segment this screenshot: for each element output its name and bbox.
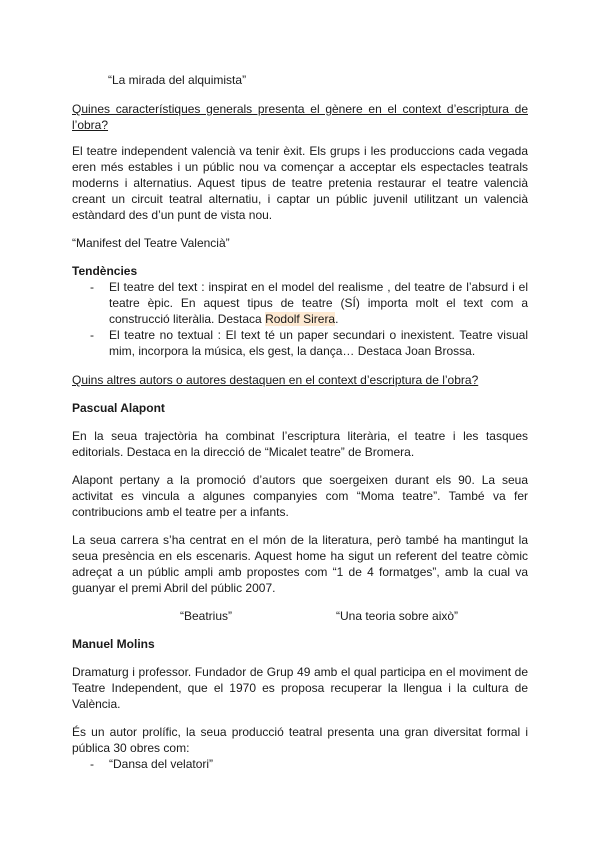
work-title-beatrius: “Beatrius”	[180, 609, 233, 623]
dash-bullet: -	[90, 280, 94, 294]
tendency-text: El teatre no textual : El text té un paper secundari o inexistent. Teatre visual mim, incorpora la música, els gest, la dança… Destaca Joan Brossa.	[109, 328, 528, 358]
dash-bullet: -	[90, 328, 94, 342]
alapont-works-row	[72, 608, 528, 624]
tendencies-list	[72, 279, 528, 359]
list-item	[72, 327, 528, 359]
molins-paragraph-1: Dramaturg i professor. Fundador de Grup 49 amb el qual participa en el moviment de Teatre Independent, que el 1970 es proposa recuperar la llengua i la cultura de València.	[72, 665, 528, 711]
work-title-teoria: “Una teoria sobre això”	[336, 609, 459, 623]
alapont-paragraph-1: En la seua trajectòria ha combinat l’escriptura literària, el teatre i les tasques editorials. Destaca en la direcció de “Micalet teatre” de Bromera.	[72, 429, 528, 459]
list-item	[72, 756, 528, 772]
highlighted-name: Rodolf Sirera	[265, 312, 336, 326]
list-item	[72, 279, 528, 327]
alapont-paragraph-3: La seua carrera s’ha centrat en el món de la literatura, però també ha mantingut la seua presència en els escenaris. Aquest home ha sigut un referent del teatre còmic adreçat a un públic ampli amb propostes com “1 de 4 formatges”, amb la cual va guanyar el premi Abril del públic 2007.	[72, 533, 528, 595]
tendency-text: El teatre del text : inspirat en el model del realisme , del teatre de l’absurd i el teatre èpic. En aquest tipus de teatre (SÍ) importa molt el text com a construcció literàlia. Destaca	[109, 280, 528, 326]
tendencies-heading: Tendències	[72, 264, 138, 278]
author-name-molins: Manuel Molins	[72, 637, 155, 651]
question-other-authors: Quins altres autors o autores destaquen en el context d’escriptura de l’obra?	[72, 373, 479, 387]
alapont-paragraph-2: Alapont pertany a la promoció d’autors que soergeixen durant els 90. La seua activitat es vincula a algunes companyies com “Moma teatre”. També va fer contribucions amb el teatre per a infants.	[72, 473, 528, 519]
dash-bullet: -	[90, 757, 94, 771]
question-genre-context: Quines característiques generals presenta el gènere en el context d’escriptura de l’obra?	[72, 102, 528, 132]
work-title: “La mirada del alquimista”	[108, 73, 247, 87]
molins-works-list	[72, 756, 528, 772]
manifest-title: “Manifest del Teatre Valencià”	[72, 236, 230, 250]
author-name-alapont: Pascual Alapont	[72, 401, 165, 415]
molins-paragraph-2: És un autor prolífic, la seua producció teatral presenta una gran diversitat formal i pública 30 obres com:	[72, 725, 528, 755]
tendency-text-end: .	[335, 312, 339, 326]
work-item-text: “Dansa del velatori”	[109, 757, 214, 771]
paragraph-independent-theatre: El teatre independent valencià va tenir èxit. Els grups i les produccions cada vegada eren més estables i un públic nou va començar a acceptar els espectacles teatrals moderns i alternatius. Aquest tipus de teatre pretenia restaurar el teatre valencià creant un circuit teatral alternatiu, i captar un públic juvenil utilitzant un valencià estàndard des d’un punt de vista nou.	[72, 144, 528, 222]
